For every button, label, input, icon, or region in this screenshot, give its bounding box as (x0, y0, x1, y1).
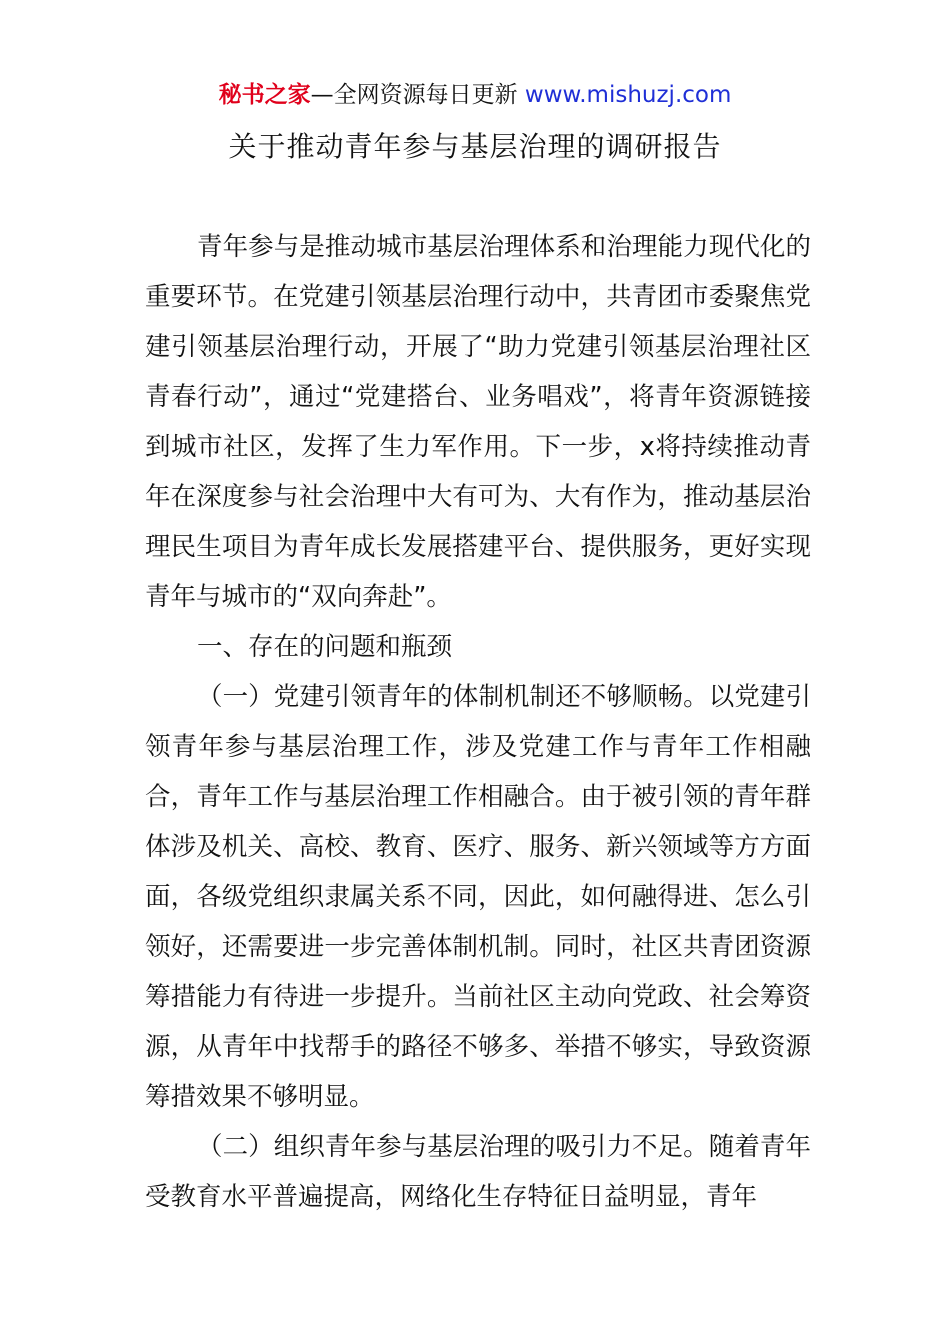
subsection-paragraph-1: （一）党建引领青年的体制机制还不够顺畅。以党建引领青年参与基层治理工作，涉及党建工作与青年工作相融合，青年工作与基层治理工作相融合。由于被引领的青年群体涉及机关、高校、教育、医疗、服务、新兴领域等方方面面，各级党组织隶属关系不同，因此，如何融得进、怎么引领好，还需要进一步完善体制机制。同时，社区共青团资源筹措能力有待进一步提升。当前社区主动向党政、社会筹资源，从青年中找帮手的路径不够多、举措不够实，导致资源筹措效果不够明显。 (145, 682, 811, 1112)
banner-tagline: —全网资源每日更新 (310, 82, 518, 108)
section-heading: 一、存在的问题和瓶颈 (197, 632, 453, 662)
site-banner (0, 78, 950, 112)
document-body (145, 222, 811, 1222)
site-url-link[interactable]: www.mishuzj.com (524, 82, 732, 108)
subsection-paragraph-2: （二）组织青年参与基层治理的吸引力不足。随着青年受教育水平普遍提高，网络化生存特征日益明显，青年 (145, 1132, 811, 1212)
document-title: 关于推动青年参与基层治理的调研报告 (228, 130, 722, 163)
intro-paragraph: 青年参与是推动城市基层治理体系和治理能力现代化的重要环节。在党建引领基层治理行动中，共青团市委聚焦党建引领基层治理行动，开展了“助力党建引领基层治理社区青春行动”，通过“党建搭台、业务唱戏”，将青年资源链接到城市社区，发挥了生力军作用。下一步，x将持续推动青年在深度参与社会治理中大有可为、大有作为，推动基层治理民生项目为青年成长发展搭建平台、提供服务，更好实现青年与城市的“双向奔赴”。 (145, 232, 811, 612)
brand-name: 秘书之家 (218, 82, 311, 108)
